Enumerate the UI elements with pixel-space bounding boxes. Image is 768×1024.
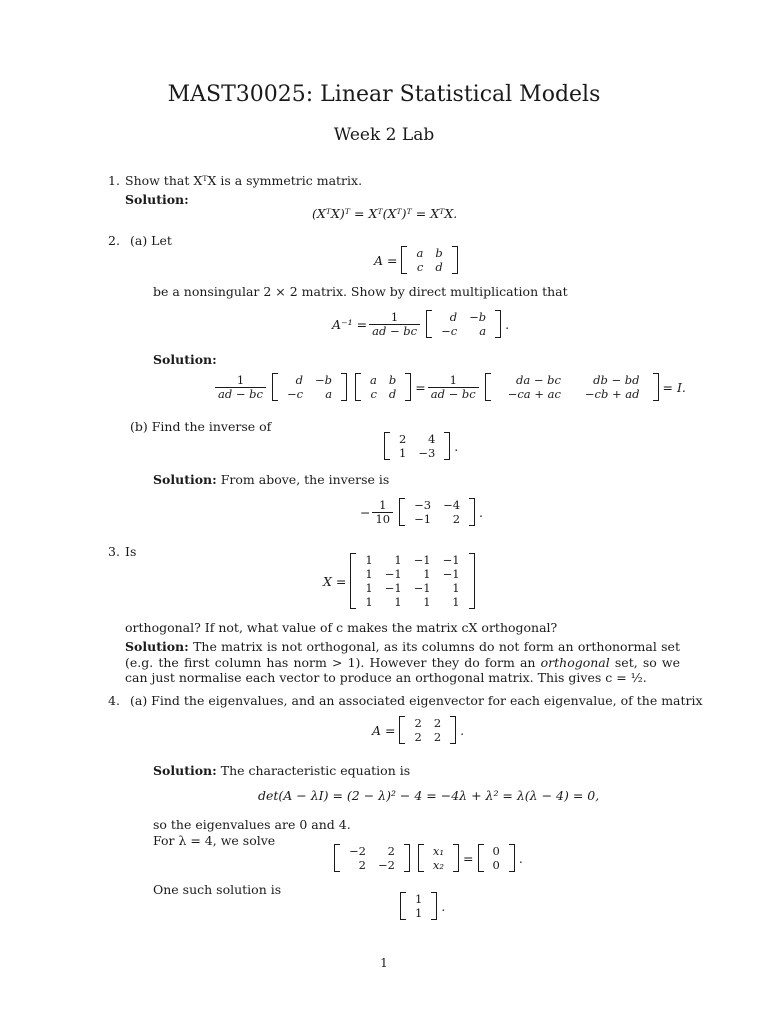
q4-one-solution: One such solution is [153,882,282,897]
q2-solution-label: Solution: [153,352,217,367]
q2a-inverse-eq: A⁻¹ = $\frac{1}{ad - bc}$ d −b −c a . [332,309,510,338]
document-subtitle: Week 2 Lab [333,125,435,145]
q2b-solution-text: From above, the inverse is [220,472,390,487]
q2b-inverse-eq: − $\frac{1}{10}$ −3 −4 −1 2 . [360,497,484,526]
q4a-label: (a) Find the eigenvalues, and an associated eigenvector for each eigenvalue, of the matrix [130,693,703,708]
q2b-label: (b) Find the inverse of [130,419,272,434]
q4-system-vector: x₁ x₂ [418,844,459,872]
q3-number: 3. [108,544,120,559]
page-number: 1 [380,956,388,970]
q4-for-text: For λ = 4, we solve [153,833,276,848]
q3-label: Is [125,544,137,559]
q4-system-matrix: −2 2 2 −2 [334,844,410,872]
q3-lhs: X = [323,573,347,589]
q4-solution-label: Solution: [153,763,217,778]
q2-sol-matrix-left: d −b −c a [272,373,347,401]
q1-text: Show that XᵀX is a symmetric matrix. [125,173,363,188]
q4-eigen-text: so the eigenvalues are 0 and 4. [153,817,351,832]
q2a-inv-matrix: d −b −c a [426,310,501,338]
q3-matrix: 1 1 −1 −1 1 −1 1 −1 1 −1 −1 1 1 1 1 1 [350,553,474,609]
q1-solution-label: Solution: [125,192,189,207]
q2b-solution [153,472,389,488]
q2a-text: be a nonsingular 2 × 2 matrix. Show by direct multiplication that [153,284,568,299]
q1-number: 1. [108,173,120,188]
q2-number: 2. [108,233,120,248]
q3-solution: Solution: The matrix is not orthogonal, as its columns do not form an orthonormal set (e.g. the first column has norm > 1). However they do form an orthogonal set, so we can just normalise each vector to produce an orthogonal matrix. This gives c = ½. [125,639,680,685]
q4-characteristic-eq: det(A − λI) = (2 − λ)² − 4 = −4λ + λ² = λ(λ − 4) = 0, [258,788,600,803]
q2a-label: (a) Let [130,233,172,248]
q4-solution: Solution: The characteristic equation is [153,763,411,778]
q4-matrix-eq: A = 2 2 2 2 . [372,716,465,744]
q1-equation: (XᵀX)ᵀ = Xᵀ(Xᵀ)ᵀ = XᵀX. [312,206,458,221]
q2a-inv-lhs: A⁻¹ = [332,316,368,332]
q4-solution-vector-eq: 1 1 . [396,892,445,920]
q2b-matrix: 2 4 1 −3 [384,432,450,460]
q3-solution-label: Solution: [125,639,189,654]
q2b-inverse-matrix: −3 −4 −1 2 [399,498,475,526]
document-title: MAST30025: Linear Statistical Models [167,82,601,107]
q2a-matrix: a b c d [401,246,457,274]
q4-number: 4. [108,693,120,708]
q4-matrix: 2 2 2 2 [399,716,456,744]
q2a-fraction: $\frac{1}{ad - bc}$ [369,311,420,338]
q2a-matrix-eq [374,246,462,274]
q3-question: orthogonal? If not, what value of c makes the matrix cX orthogonal? [125,620,558,635]
q3-matrix-eq [323,553,479,609]
q2a-solution-eq: $\frac{1}{ad - bc}$ d −b −c a a b c d = $\frac{1}{ad - bc}$ da − bc db − bd −ca + ac −cb + ad = I. [213,373,686,401]
q2-sol-matrix-right: da − bc db − bd −ca + ac −cb + ad [485,373,659,401]
q2b-solution-label: Solution: [153,472,217,487]
q4-system-eq: −2 2 2 −2 x₁ x₂ = 0 0 . [330,844,523,872]
q2b-matrix-eq: 2 4 1 −3 . [380,432,458,460]
q4-solution-vector: 1 1 [400,892,437,920]
q4-system-rhs: 0 0 [478,844,515,872]
q2a-matrix-lhs: A = [374,252,398,268]
q2-sol-matrix-mid: a b c d [355,373,411,401]
